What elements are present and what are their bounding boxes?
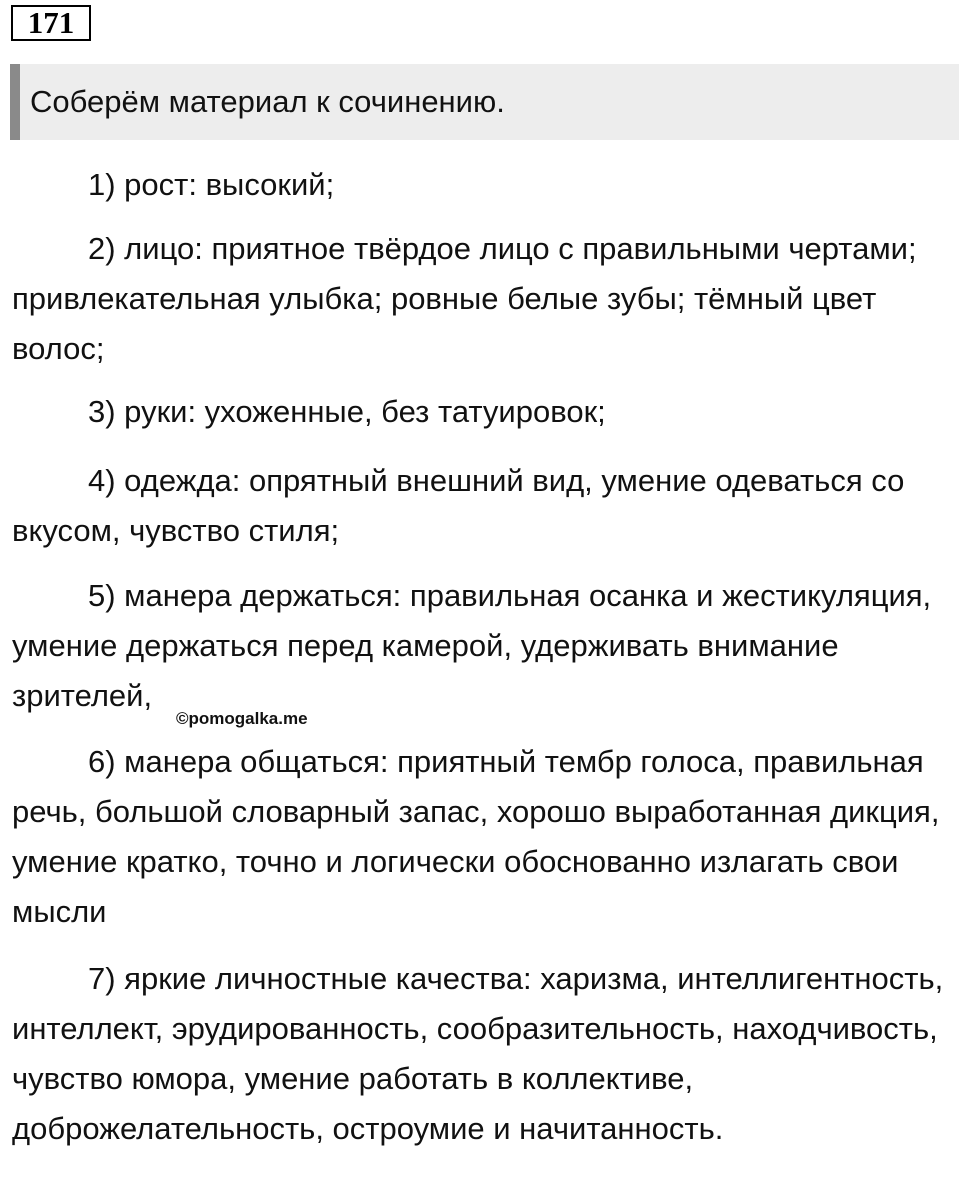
list-item-5: 5) манера держаться: правильная осанка и жестикуляция, умение держаться перед камерой, удерживать внимание зрителей, (12, 578, 932, 713)
task-number: 171 (11, 5, 91, 41)
task-banner (10, 64, 959, 140)
list-item-7: 7) яркие личностные качества: харизма, интеллигентность, интеллект, эрудированность, сообразительность, находчивость, чувство юмора, умение работать в коллективе, доброжелательность, остроумие и начитанность. (12, 961, 944, 1146)
list-item-2: 2) лицо: приятное твёрдое лицо с правильными чертами; привлекательная улыбка; ровные белые зубы; тёмный цвет волос; (12, 231, 917, 366)
watermark: ©pomogalka.me (176, 709, 308, 728)
banner-accent-bar (10, 64, 20, 140)
list-item-6: 6) манера общаться: приятный тембр голоса, правильная речь, большой словарный запас, хорошо выработанная дикция, умение кратко, точно и логически обоснованно излагать свои мысли (12, 744, 940, 929)
list-item-3: 3) руки: ухоженные, без татуировок; (88, 394, 606, 429)
list-item-1: 1) рост: высокий; (88, 167, 335, 202)
task-instruction: Соберём материал к сочинению. (30, 84, 505, 119)
list-item-4: 4) одежда: опрятный внешний вид, умение одеваться со вкусом, чувство стиля; (12, 463, 905, 548)
